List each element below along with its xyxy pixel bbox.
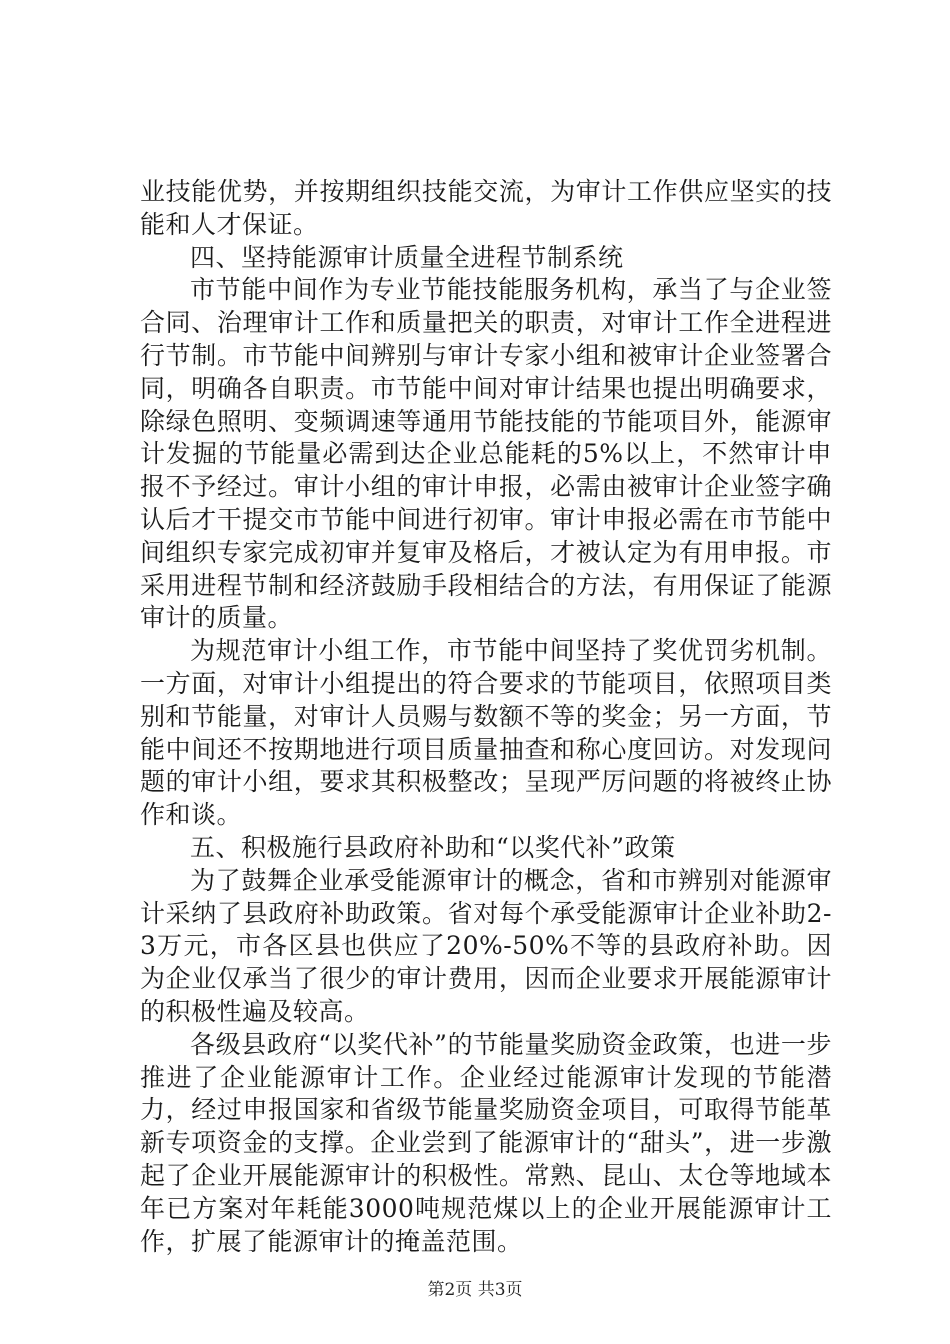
- page-number-footer: 第2页 共3页: [427, 1280, 523, 1300]
- paragraph: 为了鼓舞企业承受能源审计的概念，省和市辨别对能源审计采纳了县政府补助政策。省对每个承受能源审计企业补助2-3万元，市各区县也供应了20%-50%不等的县政府补助。因为企业仅承当了很少的审计费用，因而企业要求开展能源审计的积极性遍及较高。: [140, 865, 832, 1026]
- paragraph: 市节能中间作为专业节能技能服务机构，承当了与企业签合同、治理审计工作和质量把关的职责，对审计工作全进程进行节制。市节能中间辨别与审计专家小组和被审计企业签署合同，明确各自职责。市节能中间对审计结果也提出明确要求，除绿色照明、变频调速等通用节能技能的节能项目外，能源审计发掘的节能量必需到达企业总能耗的5%以上，不然审计申报不予经过。审计小组的审计申报，必需由被审计企业签字确认后才干提交市节能中间进行初审。审计申报必需在市节能中间组织专家完成初审并复审及格后，才被认定为有用申报。市采用进程节制和经济鼓励手段相结合的方法，有用保证了能源审计的质量。: [140, 275, 832, 633]
- section-heading: 四、坚持能源审计质量全进程节制系统: [190, 242, 624, 272]
- paragraph: 各级县政府“以奖代补”的节能量奖励资金政策，也进一步推进了企业能源审计工作。企业经过能源审计发现的节能潜力，经过申报国家和省级节能量奖励资金项目，可取得节能革新专项资金的支撑。企业尝到了能源审计的“甜头”，进一步激起了企业开展能源审计的积极性。常熟、昆山、太仓等地域本年已方案对年耗能3000吨规范煤以上的企业开展能源审计工作，扩展了能源审计的掩盖范围。: [140, 1029, 832, 1256]
- paragraph: 业技能优势，并按期组织技能交流，为审计工作供应坚实的技能和人才保证。: [140, 177, 832, 239]
- document-body: [140, 176, 832, 1258]
- paragraph: 为规范审计小组工作，市节能中间坚持了奖优罚劣机制。一方面，对审计小组提出的符合要求的节能项目，依照项目类别和节能量，对审计人员赐与数额不等的奖金；另一方面，节能中间还不按期地进行项目质量抽查和称心度回访。对发现问题的审计小组，要求其积极整改；呈现严厉问题的将被终止协作和谈。: [140, 636, 832, 830]
- section-heading: 五、积极施行县政府补助和“以奖代补”政策: [190, 832, 676, 862]
